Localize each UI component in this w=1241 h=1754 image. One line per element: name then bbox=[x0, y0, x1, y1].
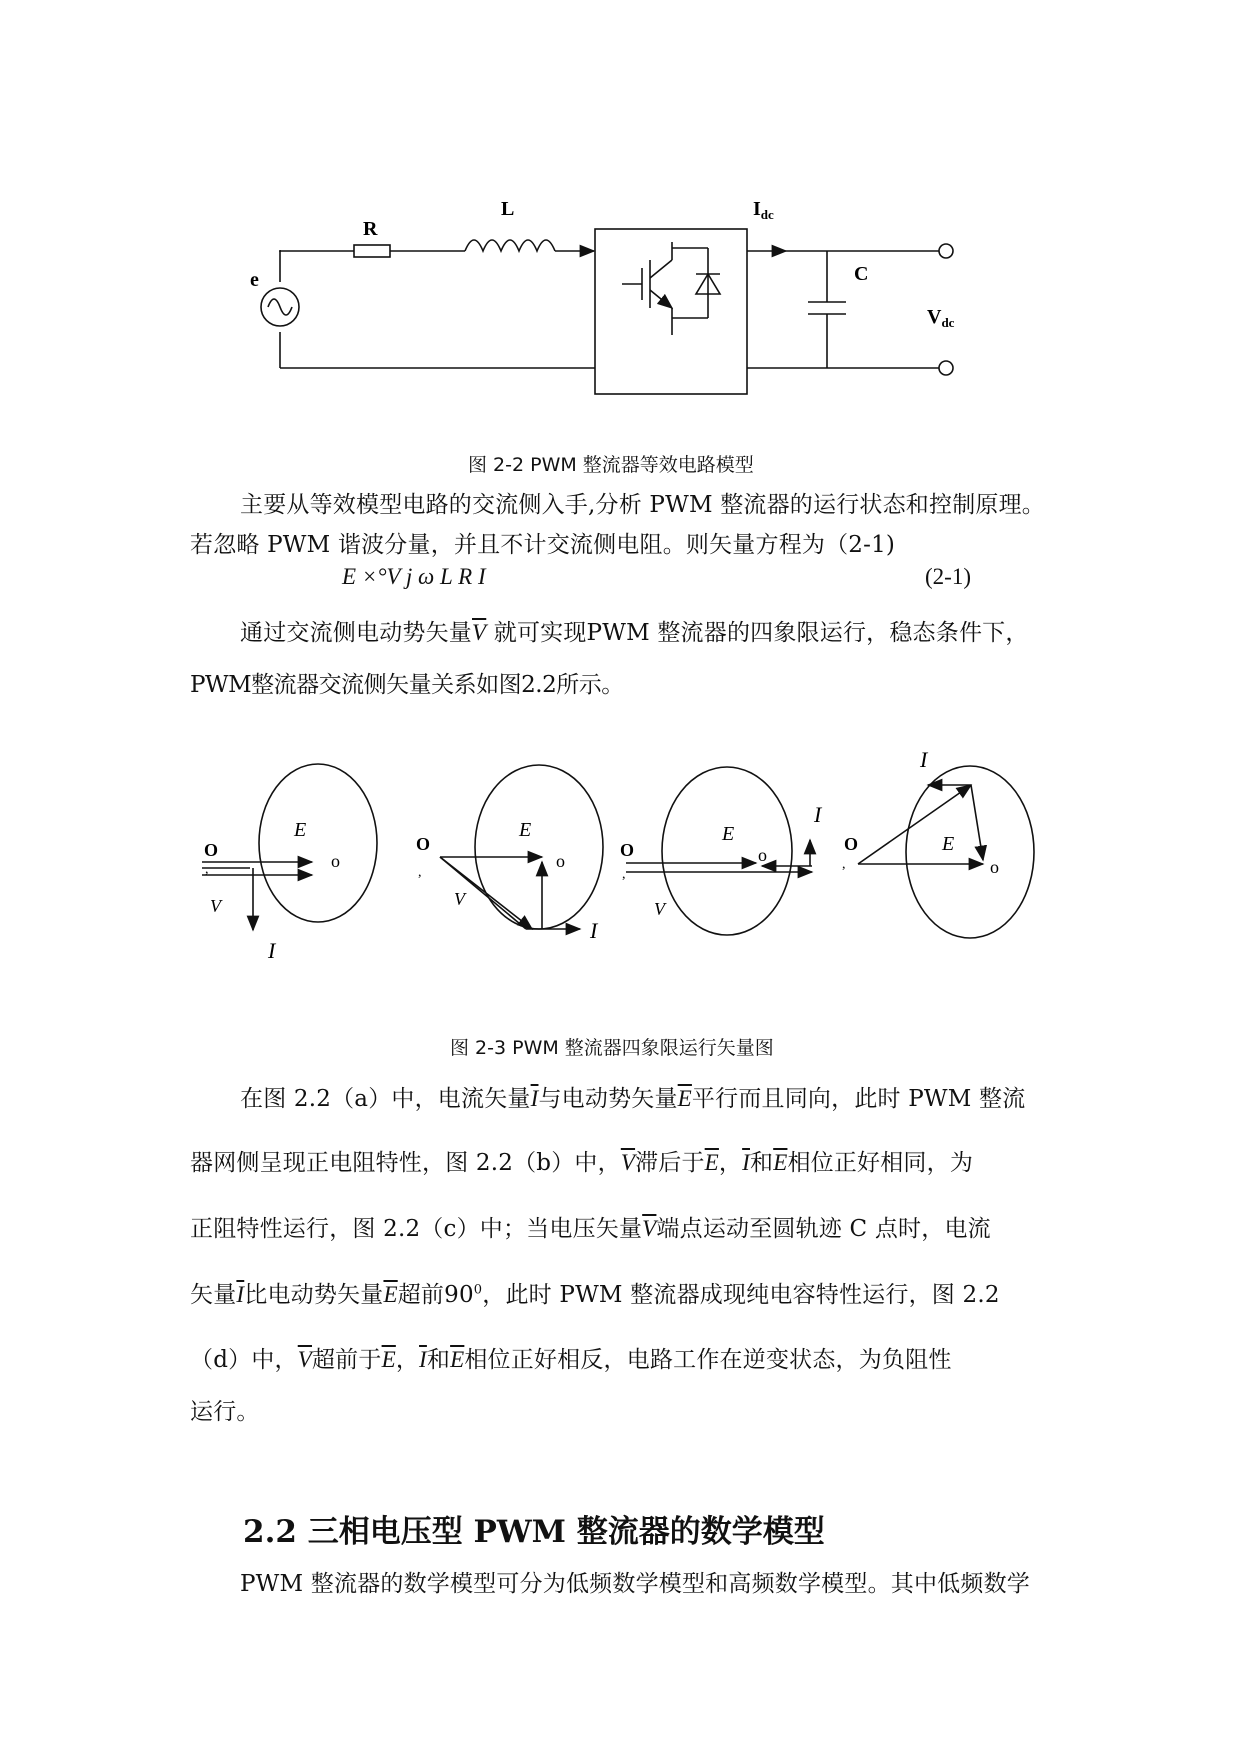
vector-E: $\overline{E}$ bbox=[450, 1347, 465, 1372]
label-V-b: V bbox=[454, 889, 465, 909]
para3-line6: 运行。 bbox=[190, 1399, 260, 1425]
vector-E: $\overline{E}$ bbox=[704, 1150, 719, 1175]
section-heading: 2.2 三相电压型 PWM 整流器的数学模型 bbox=[243, 1514, 825, 1550]
vector-E: $\overline{E}$ bbox=[381, 1347, 396, 1372]
para3-line5 bbox=[190, 1341, 952, 1374]
vector-V: $\overline{V}$ bbox=[642, 1216, 657, 1241]
para3-text: （d）中， bbox=[190, 1347, 298, 1373]
origin-O-a: O bbox=[204, 840, 219, 860]
para3-text: 矢量 bbox=[190, 1282, 237, 1308]
ac-source-icon bbox=[261, 288, 299, 326]
para2-text-b: 就可实现PWM 整流器的四象限运行，稳态条件下， bbox=[486, 620, 1029, 646]
label-I-b: I bbox=[590, 918, 598, 943]
para1-line2: 若忽略 PWM 谐波分量，并且不计交流侧电阻。则矢量方程为（2-1) bbox=[190, 532, 896, 558]
para3-text: 滞后于 bbox=[635, 1150, 705, 1176]
label-V-c: V bbox=[654, 899, 665, 919]
comma-d: , bbox=[842, 857, 846, 872]
inductor-L bbox=[465, 240, 555, 251]
vector-E: $\overline{E}$ bbox=[383, 1282, 398, 1307]
para3-text: 器网侧呈现正电阻特性，图 2.2（b）中， bbox=[190, 1150, 621, 1176]
para3-line1 bbox=[240, 1080, 1025, 1113]
para3-text: ，此时 PWM 整流器成现纯电容特性运行，图 2.2 bbox=[482, 1282, 1000, 1308]
label-E-c: E bbox=[722, 823, 735, 845]
para3-text: 平行而且同向，此时 PWM 整流 bbox=[691, 1086, 1026, 1112]
para3-line2 bbox=[190, 1144, 973, 1177]
para2-line2: PWM整流器交流侧矢量关系如图2.2所示。 bbox=[190, 672, 624, 698]
circuit-diagram bbox=[230, 190, 990, 410]
para3-line3 bbox=[190, 1210, 991, 1243]
label-C: C bbox=[854, 263, 869, 285]
para3-text: 比电动势矢量 bbox=[244, 1282, 384, 1308]
para3-text: 正阻特性运行，图 2.2（c）中；当电压矢量 bbox=[190, 1216, 643, 1242]
vector-V: $\overline{V}$ bbox=[620, 1150, 636, 1175]
vector-E: $\overline{E}$ bbox=[677, 1086, 692, 1111]
phasor-diagrams bbox=[190, 740, 1070, 980]
label-I-c: I bbox=[814, 802, 822, 827]
para3-text: 和 bbox=[749, 1150, 774, 1176]
label-Vdc: $V_{dc}$ bbox=[927, 306, 955, 330]
comma-b: , bbox=[418, 865, 422, 880]
resistor-R bbox=[354, 245, 390, 257]
para3-text: 在图 2.2（a）中，电流矢量 bbox=[240, 1086, 531, 1112]
vector-V: $\overline{V}$ bbox=[297, 1347, 312, 1372]
equation-number: (2-1) bbox=[925, 564, 971, 589]
para3-text: 端点运动至圆轨迹 C 点时，电流 bbox=[656, 1216, 991, 1242]
vector-V: $\overline{V}$ bbox=[472, 620, 487, 645]
label-E-d: E bbox=[942, 833, 955, 855]
label-E-a: E bbox=[294, 819, 307, 841]
comma-c: , bbox=[622, 867, 626, 882]
center-o-a: o bbox=[331, 851, 340, 871]
center-o-b: o bbox=[556, 851, 565, 871]
label-L: L bbox=[501, 198, 515, 220]
center-o-c: o bbox=[758, 845, 767, 865]
label-V-a: V bbox=[210, 896, 221, 916]
vector-I: $\overline{I}$ bbox=[530, 1086, 539, 1111]
para3-text: 与电动势矢量 bbox=[538, 1086, 678, 1112]
superscript: 0 bbox=[473, 1282, 483, 1298]
para3-text: 相位正好相反，电路工作在逆变状态，为负阻性 bbox=[464, 1347, 952, 1373]
para3-line4 bbox=[190, 1276, 1000, 1309]
para3-text: ， bbox=[395, 1347, 420, 1373]
para4-line1: PWM 整流器的数学模型可分为低频数学模型和高频数学模型。其中低频数学 bbox=[240, 1571, 1030, 1597]
label-Idc: $I_{dc}$ bbox=[753, 198, 774, 222]
label-I-a: I bbox=[268, 938, 276, 963]
para2-text-a: 通过交流侧电动势矢量 bbox=[240, 620, 472, 646]
label-e: e bbox=[250, 269, 259, 291]
para2-line1 bbox=[240, 614, 1029, 647]
center-o-d: o bbox=[990, 857, 999, 877]
origin-O-c: O bbox=[620, 840, 635, 860]
vector-I: $\overline{I}$ bbox=[236, 1282, 245, 1307]
equation-2-1: E ×°V j ω L R I bbox=[342, 564, 486, 589]
vector-I: $\overline{I}$ bbox=[419, 1347, 427, 1372]
para3-text: ， bbox=[718, 1150, 743, 1176]
origin-O-d: O bbox=[844, 834, 859, 854]
comma-a: , bbox=[205, 862, 209, 877]
terminal-top bbox=[939, 244, 953, 258]
terminal-bottom bbox=[939, 361, 953, 375]
label-E-b: E bbox=[519, 819, 532, 841]
vector-E: $\overline{E}$ bbox=[773, 1150, 788, 1175]
figure1-caption: 图 2-2 PWM 整流器等效电路模型 bbox=[468, 454, 754, 476]
rectifier-box bbox=[595, 229, 747, 394]
origin-O-b: O bbox=[416, 834, 431, 854]
phasor-diagram-a bbox=[202, 764, 377, 930]
para1-line1: 主要从等效模型电路的交流侧入手,分析 PWM 整流器的运行状态和控制原理。 bbox=[240, 492, 1045, 518]
label-I-d: I bbox=[920, 747, 928, 772]
figure2-caption: 图 2-3 PWM 整流器四象限运行矢量图 bbox=[450, 1037, 774, 1059]
para3-text: 超前于 bbox=[311, 1347, 382, 1373]
vector-I: $\overline{I}$ bbox=[742, 1150, 750, 1175]
label-R: R bbox=[363, 218, 378, 240]
para3-text: 和 bbox=[426, 1347, 451, 1373]
para3-text: 超前90 bbox=[397, 1282, 474, 1308]
para3-text: 相位正好相同，为 bbox=[787, 1150, 974, 1176]
